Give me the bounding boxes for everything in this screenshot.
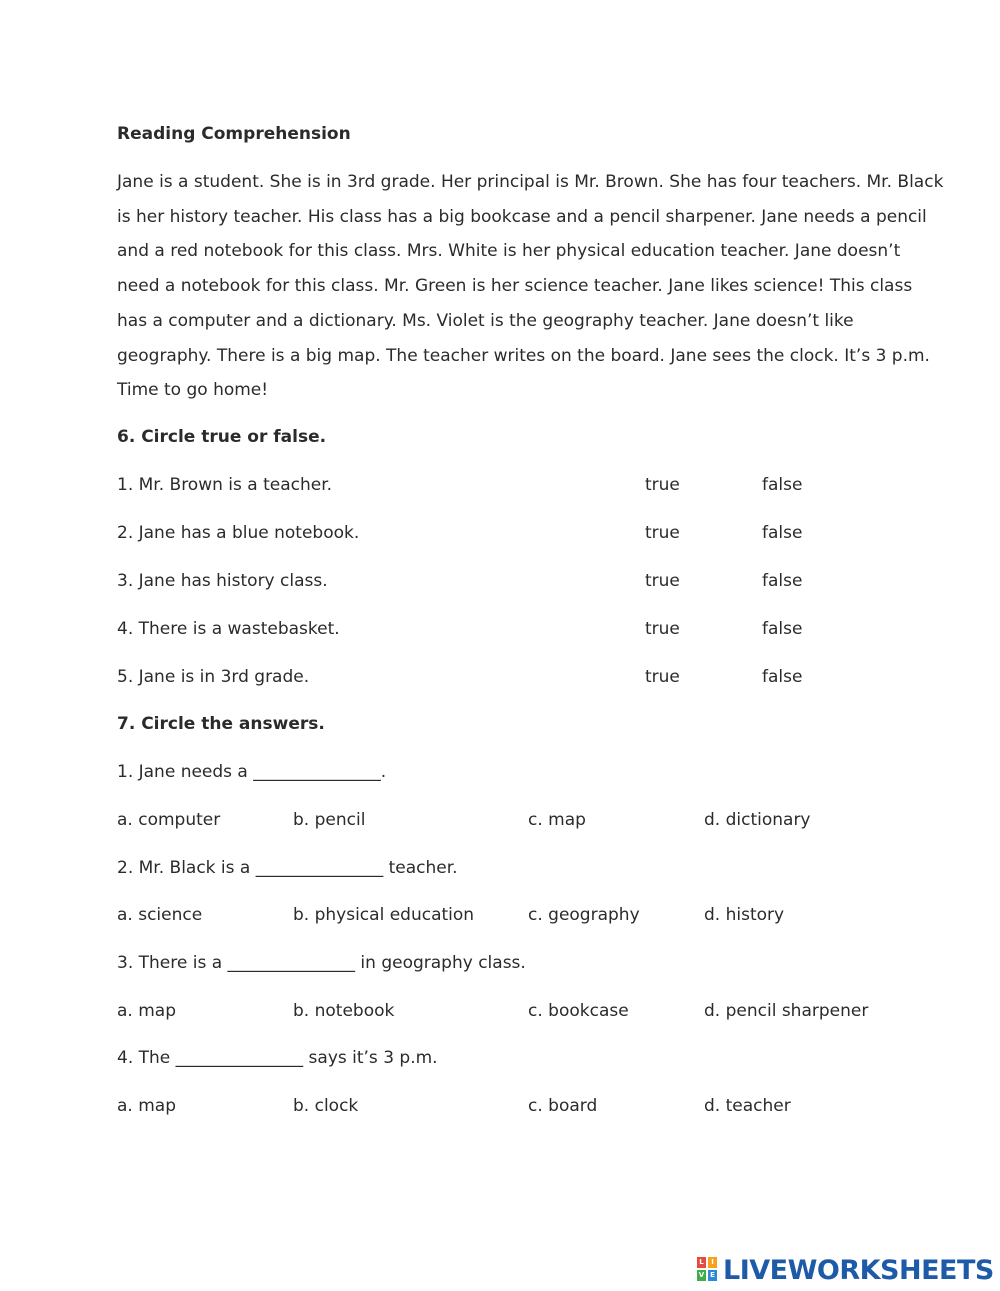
liveworksheets-logo <box>697 1255 997 1287</box>
passage-line: has a computer and a dictionary. Ms. Violet is the geography teacher. Jane doesn’t like <box>117 310 854 331</box>
answer-option[interactable]: d. dictionary <box>704 810 811 830</box>
answer-option[interactable]: b. notebook <box>293 1001 395 1021</box>
tf-true-option[interactable]: true <box>645 523 680 543</box>
tf-false-option[interactable]: false <box>762 619 803 639</box>
page-title: Reading Comprehension <box>117 124 351 144</box>
tf-statement: 1. Mr. Brown is a teacher. <box>117 475 333 495</box>
passage-line: need a notebook for this class. Mr. Green is her science teacher. Jane likes science! This class <box>117 276 913 297</box>
question-prompt: 3. There is a _______________ in geography class. <box>117 953 526 973</box>
tf-false-option[interactable]: false <box>762 667 803 687</box>
tf-true-option[interactable]: true <box>645 619 680 639</box>
answer-option[interactable]: b. clock <box>293 1096 359 1116</box>
tf-statement: 5. Jane is in 3rd grade. <box>117 667 310 687</box>
answer-option[interactable]: c. geography <box>528 905 640 925</box>
answer-option[interactable]: b. physical education <box>293 905 475 925</box>
section-7-heading: 7. Circle the answers. <box>117 714 325 734</box>
answer-option[interactable]: a. map <box>117 1001 176 1021</box>
badge-letter: L <box>697 1257 706 1268</box>
answer-option[interactable]: a. map <box>117 1096 176 1116</box>
answer-option[interactable]: d. pencil sharpener <box>704 1001 869 1021</box>
tf-true-option[interactable]: true <box>645 667 680 687</box>
answer-option[interactable]: d. teacher <box>704 1096 791 1116</box>
tf-statement: 4. There is a wastebasket. <box>117 619 340 639</box>
logo-text: LIVEWORKSHEETS <box>723 1255 994 1286</box>
question-prompt: 4. The _______________ says it’s 3 p.m. <box>117 1048 438 1068</box>
badge-letter: I <box>708 1257 717 1268</box>
badge-letter: V <box>698 1271 705 1279</box>
passage-line: and a red notebook for this class. Mrs. White is her physical education teacher. Jane doesn’t <box>117 241 901 262</box>
tf-false-option[interactable]: false <box>762 475 803 495</box>
reading-passage <box>117 165 944 408</box>
passage-line: is her history teacher. His class has a big bookcase and a pencil sharpener. Jane needs a pencil <box>117 206 927 227</box>
answer-option[interactable]: d. history <box>704 905 785 925</box>
answer-option[interactable]: a. science <box>117 905 203 925</box>
answer-option[interactable]: a. computer <box>117 810 221 830</box>
passage-line: Time to go home! <box>117 380 269 401</box>
badge-letter: E <box>708 1270 717 1281</box>
tf-false-option[interactable]: false <box>762 571 803 591</box>
answer-option[interactable]: c. map <box>528 810 586 830</box>
passage-line: geography. There is a big map. The teacher writes on the board. Jane sees the clock. It’s 3 p.m. <box>117 345 930 366</box>
tf-statement: 2. Jane has a blue notebook. <box>117 523 360 543</box>
logo-badge-icon <box>697 1257 719 1283</box>
tf-statement: 3. Jane has history class. <box>117 571 328 591</box>
tf-true-option[interactable]: true <box>645 475 680 495</box>
passage-line: Jane is a student. She is in 3rd grade. Her principal is Mr. Brown. She has four teachers. Mr. Black <box>117 172 944 192</box>
question-prompt: 2. Mr. Black is a _______________ teacher. <box>117 858 458 878</box>
question-prompt: 1. Jane needs a _______________. <box>117 762 387 782</box>
section-6-heading: 6. Circle true or false. <box>117 427 327 447</box>
tf-true-option[interactable]: true <box>645 571 680 591</box>
answer-option[interactable]: c. board <box>528 1096 598 1116</box>
answer-option[interactable]: c. bookcase <box>528 1001 629 1021</box>
tf-false-option[interactable]: false <box>762 523 803 543</box>
answer-option[interactable]: b. pencil <box>293 810 366 830</box>
